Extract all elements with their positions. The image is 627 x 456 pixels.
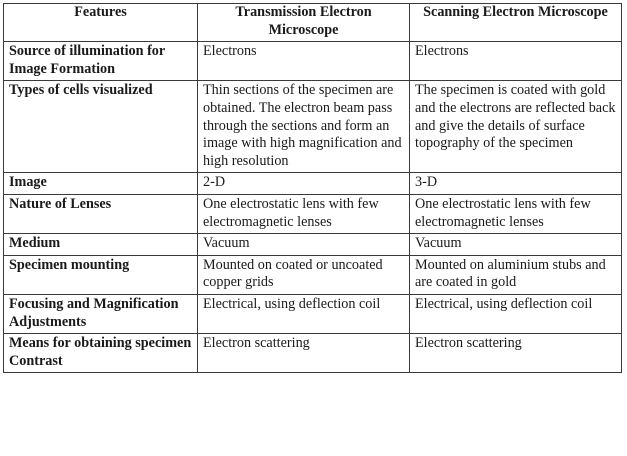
row-sem-value: One electrostatic lens with few electromagnetic lenses — [410, 194, 622, 233]
row-tem-value: Mounted on coated or uncoated copper grids — [198, 255, 410, 294]
table-row — [4, 294, 622, 333]
row-feature-label: Medium — [4, 234, 198, 256]
row-tem-value: Electrical, using deflection coil — [198, 294, 410, 333]
table-row — [4, 81, 622, 173]
row-sem-value: Mounted on aluminium stubs and are coated in gold — [410, 255, 622, 294]
table-row — [4, 42, 622, 81]
row-feature-label: Image — [4, 173, 198, 195]
table-row — [4, 255, 622, 294]
row-tem-value: Vacuum — [198, 234, 410, 256]
table-header-row — [4, 4, 622, 42]
table-row — [4, 194, 622, 233]
row-tem-value: One electrostatic lens with few electromagnetic lenses — [198, 194, 410, 233]
row-sem-value: Vacuum — [410, 234, 622, 256]
row-feature-label: Means for obtaining specimen Contrast — [4, 334, 198, 373]
row-sem-value: 3-D — [410, 173, 622, 195]
row-feature-label: Specimen mounting — [4, 255, 198, 294]
header-tem: Transmission Electron Microscope — [198, 4, 410, 42]
row-sem-value: The specimen is coated with gold and the electrons are reflected back and give the details of surface topography of the specimen — [410, 81, 622, 173]
comparison-table — [3, 3, 622, 373]
table-row — [4, 173, 622, 195]
row-feature-label: Nature of Lenses — [4, 194, 198, 233]
header-sem: Scanning Electron Microscope — [410, 4, 622, 42]
header-features: Features — [4, 4, 198, 42]
row-tem-value: 2-D — [198, 173, 410, 195]
row-sem-value: Electrons — [410, 42, 622, 81]
row-tem-value: Electrons — [198, 42, 410, 81]
row-tem-value: Thin sections of the specimen are obtained. The electron beam pass through the sections and form an image with high magnification and high resolution — [198, 81, 410, 173]
row-sem-value: Electron scattering — [410, 334, 622, 373]
row-sem-value: Electrical, using deflection coil — [410, 294, 622, 333]
row-tem-value: Electron scattering — [198, 334, 410, 373]
row-feature-label: Focusing and Magnification Adjustments — [4, 294, 198, 333]
row-feature-label: Source of illumination for Image Formation — [4, 42, 198, 81]
table-row — [4, 334, 622, 373]
table-row — [4, 234, 622, 256]
row-feature-label: Types of cells visualized — [4, 81, 198, 173]
